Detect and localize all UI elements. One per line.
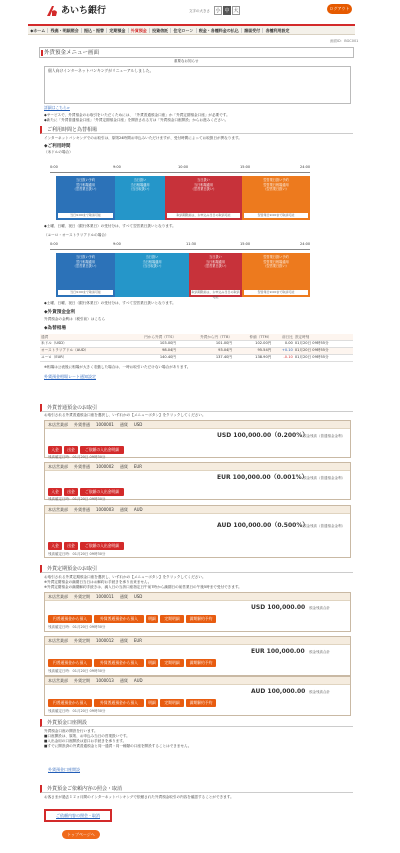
currency: EUR [133,638,143,643]
block-l2: 翌日相場適用 [75,259,96,264]
inquiry-section-title: 外貨預金ご依頼内容の照会・取消 [40,785,353,793]
cell: 0.00 [272,340,293,347]
col-currency: 通貨 [40,334,121,340]
account-number: 1000013 [96,678,114,683]
block-l3: （翌営業日扱い） [263,187,289,191]
nav-time-deposit[interactable]: 定期預金 [107,28,128,33]
balance-label: 預金残高合計 [309,650,330,654]
notice-heading: 重要なお知らせ [174,59,199,63]
fx-rate-note: ※相場は公表後に相場が大きく変動した場合は、一時お取引いただけない場合があります。 [44,365,191,369]
block-same-day-next [165,176,242,220]
block-same-day [115,253,189,297]
open-line-1: 外貨預金口座の開設を行います。 [44,729,98,733]
nav-home[interactable] [28,28,48,33]
nav-housing-loan[interactable]: 住宅ローン [171,28,196,33]
hours-desc: インターネットバンキングでのお取引は、原則24時間お申込みいただけますが、受付時間によってお取扱日が異なります。 [44,136,242,140]
block-note: 当日9:00まで取消可能 [58,213,113,218]
block-l1: 翌営業日扱い予約 [263,255,289,259]
currency-label: 通貨 [119,464,128,469]
time-label: 15:00 [240,242,251,246]
currency-label: 通貨 [119,594,128,599]
table-row [40,347,353,354]
account-number: 1000012 [96,638,114,643]
font-size-label: 文字の大きさ [189,9,210,13]
intro-line-2: ◆新たに「外貨普通預金口座」「外貨定期預金口座」を開設される方は「外貨預金口座開設」からお進みください。 [44,118,229,122]
open-account-link[interactable]: 外貨預金口座開設 [48,767,80,772]
time-label: 15:00 [240,165,251,169]
timedep-account-card [44,636,351,676]
font-size-medium-button[interactable]: 中 [224,8,230,14]
block-same-day-next [189,253,242,297]
col-ttb: 外貨から円（TTB） [177,334,233,340]
block-l2: 翌営業日相場適用 [263,182,289,187]
table-row [40,354,353,361]
nav-transfer[interactable]: 振込・振替 [82,28,107,33]
fx-savings-deposit-button[interactable]: 外貨普通預金から預入 [94,659,144,667]
timedep-desc-1: お取引される外貨定期預金口座を選択し、いずれかの【メニューボタン】をクリックしてください。 [44,575,206,579]
currency-label: 通貨 [119,422,128,427]
nav-foreign-deposit[interactable]: 外貨預金 [129,28,150,33]
interest-note [44,317,105,321]
balance-date: 残高確定日時：01月20日 09時30分 [48,455,106,459]
account-type: 外貨普通 [74,507,90,512]
block-l3: （当日取扱い） [128,187,152,191]
transaction-history-button[interactable]: ご依頼の入出金明細 [80,446,124,454]
account-type: 外貨定期 [74,594,90,599]
branch: 本店営業部 [48,422,68,427]
balance-date: 残高確定日時：01月20日 09時30分 [48,709,106,713]
deposit-button[interactable]: 入金 [48,488,62,496]
cell: 95.54円 [233,347,272,354]
nav-tax-payment[interactable]: 税金・各種料金の払込 [197,28,242,33]
account-type: 外貨定期 [74,678,90,683]
block-l2: 当日相場適用 [205,259,226,264]
hours-weekend-note: ◆土曜、日曜、祝日（銀行休業日）の受付分は、すべて翌営業日扱いとなります。 [44,301,176,305]
withdraw-button[interactable]: 出金 [64,488,78,496]
withdraw-button[interactable]: 出金 [64,542,78,550]
block-l3: （翌営業日扱い） [202,264,229,268]
currency: EUR [133,464,143,469]
block-l2: 当日相場適用 [130,182,150,187]
inquiry-cancel-link[interactable]: ご依頼内容の照会・取消 [44,809,112,822]
cell: 102.00円 [233,340,272,347]
deposit-button[interactable]: 入金 [48,542,62,550]
block-l1: 当日扱い [209,255,222,259]
block-note: 翌営業日9:00まで取消可能 [244,213,308,218]
nav-home-label: ホーム [33,27,46,33]
logout-button[interactable]: ログアウト [327,4,352,14]
cell: 01月20日 09時55分 [294,354,353,361]
balance-amount: EUR 100,000.00（0.001%） [217,474,308,481]
currency: AUD [133,507,143,512]
block-l1: 当日扱い [197,178,210,182]
block-reserve [56,253,115,297]
withdraw-button[interactable]: 出金 [64,446,78,454]
account-info-row [45,506,350,514]
cell: 101.00円 [177,340,233,347]
maturity-cancel-button[interactable]: 満期解約予約 [186,699,216,707]
currency: USD [133,422,143,427]
block-next-day [242,176,310,220]
home-icon: ◆ [30,27,34,33]
cell: 140.40円 [121,354,177,361]
savings-desc: お取引される外貨普通預金口座を選択し、いずれかの【メニューボタン】をクリックしてください。 [44,413,206,417]
block-same-day [115,176,165,220]
block-note: 取消期限前は、お申込み当日の取消可能 [167,213,240,218]
block-l3: （翌営業日扱い） [190,187,217,191]
branch: 本店営業部 [48,464,68,469]
block-l1: 当日扱い [133,178,147,182]
hours-group-eur-aud: （ユーロ・オーストラリアドルの場合） [44,233,109,237]
timedep-account-card [44,676,351,716]
maturity-cancel-button[interactable]: 満期解約予約 [186,615,216,623]
table-row [40,340,353,347]
block-note: 当日9:00まで取消可能 [58,290,113,295]
fx-savings-deposit-button[interactable]: 外貨普通預金から預入 [94,615,144,623]
cell: 98.04円 [121,347,177,354]
account-number: 1000001 [96,422,114,427]
col-time: 設定時刻 [294,334,353,340]
block-l2: 当日相場適用 [193,182,214,187]
timedep-desc-2: ※外貨定期預金の満期日当日はお解約お手続きを承り出来ません。 [44,580,152,584]
branch: 本店営業部 [48,594,68,599]
col-tts: 円から外貨（TTS） [121,334,177,340]
notice-body: 個人向けインターネットバンキングがリニューアルしました。 [48,68,154,73]
account-number: 1000002 [96,464,114,469]
block-l1: 当日扱い予約 [75,178,96,182]
account-number: 1000003 [96,507,114,512]
header [0,0,400,23]
account-info-row [45,421,350,429]
bank-name[interactable]: あいち銀行 [61,6,107,16]
balance-amount: EUR 100,000.00 [251,648,305,655]
currency: AUD [133,678,143,683]
cell: -0.10 [272,354,293,361]
hours-sub-title: ◆ご利用時間 [44,144,71,149]
col-ttm: 仲値（TTM） [233,334,272,340]
balance-date: 残高確定日時：01月20日 09時30分 [48,552,106,556]
nav-settings[interactable]: 各種利用設定 [265,27,290,33]
account-info-row [45,463,350,471]
rate-alert-setting-link[interactable]: 外貨預金相場レート通知設定 [44,374,96,379]
balance-amount: USD 100,000.00（0.200%） [217,432,309,439]
balance-date: 残高確定日時：01月20日 09時30分 [48,497,106,501]
cell: 93.04円 [177,347,233,354]
account-info-row [45,677,350,685]
cell: 01月20日 09時55分 [294,347,353,354]
time-label: 24:00 [300,242,311,246]
block-l3: （翌営業日扱い） [72,187,99,191]
fx-rate-title: ◆為替相場 [44,326,66,331]
maturity-cancel-button[interactable]: 満期解約予約 [186,659,216,667]
balance-label: 預金残高（普通預金金利） [303,476,345,480]
timedep-section-title: 外貨定期預金のお取引 [40,565,353,573]
fx-rate-table [40,334,353,362]
balance-label: 預金残高（普通預金金利） [303,524,345,528]
block-l3: （翌営業日扱い） [72,264,99,268]
transaction-history-button[interactable]: ご依頼の入出金明細 [80,542,124,550]
balance-label: 預金残高合計 [309,606,330,610]
hours-section-title: ご利用時間と為替相場 [40,126,353,134]
timeline-axis [50,172,310,173]
account-type: 外貨定期 [74,638,90,643]
col-change: 前日比 [272,334,293,340]
detail-button[interactable]: 明細 [146,615,158,623]
balance-amount: USD 100,000.00 [251,604,306,611]
block-next-day [242,253,310,297]
currency-label: 通貨 [119,678,128,683]
notice-detail-link[interactable]: 詳細はこちら> [44,105,70,110]
yen-savings-deposit-button[interactable]: 円普通預金から預入 [48,659,92,667]
block-l2: 当日相場適用 [142,259,162,264]
time-label: 9:00 [113,165,121,169]
block-l2: 翌日相場適用 [75,182,96,187]
balance-date: 残高確定日時：01月20日 09時30分 [48,625,106,629]
cell: 01月20日 09時55分 [294,340,353,347]
time-detail-button[interactable]: 定期明細 [160,615,184,623]
block-l3: （翌営業日扱い） [263,264,289,268]
inquiry-desc: お客さまが過去１２ヵ月間のインターネットバンキングで依頼された外貨預金取引の内容を確認することができます。 [44,795,234,799]
font-size-small-button[interactable]: 小 [215,8,221,14]
timedep-desc-3: ※外貨定期預金の満期解約手続きは、満入日の当該口座指定日午前7時から満期日の前営業日の午後5時まで受付できます。 [44,585,242,589]
open-section-title: 外貨預金口座開設 [40,719,353,727]
savings-section-title: 外貨普通預金のお取引 [40,404,353,412]
screen-id: 画面ID：BGC001 [330,39,359,43]
account-info-row [45,593,350,601]
timeline-axis [50,249,310,250]
time-label: 0:00 [50,242,58,246]
time-label: 11:30 [186,242,197,246]
branch: 本店営業部 [48,507,68,512]
open-line-4: ■すでに開設済の外貨普通預金と同一通貨・同一種類の口座を開設することはできません。 [44,744,192,748]
block-l1: 翌営業日扱い予約 [263,178,289,182]
account-info-row [45,637,350,645]
global-nav [28,24,355,35]
account-type: 外貨普通 [74,422,90,427]
notice-box [44,66,351,104]
time-label: 9:00 [113,242,121,246]
balance-date: 残高確定日時：01月20日 09時30分 [48,669,106,673]
hours-group-usd: （米ドルの場合） [44,150,73,154]
interest-note-text: 外貨預金の金利は（税引前）はこちら [44,317,106,321]
cell: ユーロ（EUR） [40,354,121,361]
bank-logo-icon [46,5,58,17]
currency-label: 通貨 [119,507,128,512]
page-title: 外貨預金メニュー画面 [39,47,354,58]
fx-savings-deposit-button[interactable]: 外貨普通預金から預入 [94,699,144,707]
account-type: 外貨普通 [74,464,90,469]
time-label: 10:00 [178,165,189,169]
cell: オーストラリアドル（AUD） [40,347,121,354]
yen-savings-deposit-button[interactable]: 円普通預金から預入 [48,699,92,707]
time-detail-button[interactable]: 定期明細 [160,699,184,707]
time-label: 0:00 [50,165,58,169]
branch: 本店営業部 [48,678,68,683]
yen-savings-deposit-button[interactable]: 円普通預金から預入 [48,615,92,623]
intro-line-1: ◆サービスで、外貨預金のお取引をいただくためには、「外貨普通預金口座」か「外貨定期預金口座」が必要です。 [44,113,230,117]
account-number: 1000011 [96,594,114,599]
open-line-2: ■口座開設は、原則、お申込み当日の営業扱いです。 [44,734,130,738]
hours-weekend-note: ◆土曜、日曜、祝日（銀行休業日）の受付分は、すべて翌営業日扱いとなります。 [44,224,176,228]
cell: 137.40円 [177,354,233,361]
detail-button[interactable]: 明細 [146,659,158,667]
time-label: 24:00 [300,165,311,169]
currency: USD [133,594,143,599]
nav-balance[interactable]: 残高・明細照会 [48,28,81,33]
balance-label: 預金残高合計 [309,690,330,694]
savings-account-card [44,420,351,458]
open-line-3: ■入出金用の口座開設は窓口お手続きを承ります。 [44,739,127,743]
branch: 本店営業部 [48,638,68,643]
block-note: 翌営業日9:00まで取消可能 [244,290,308,295]
currency-label: 通貨 [119,638,128,643]
block-l3: （当日取扱い） [140,264,164,268]
cell: 米ドル（USD） [40,340,121,347]
block-l1: 当日扱い予約 [75,255,96,259]
nav-investment[interactable]: 投資信託 [150,28,171,33]
font-size-large-button[interactable]: 大 [233,8,239,14]
interest-sub-title: ◆外貨預金金利 [44,310,76,315]
cell: 103.00円 [121,340,177,347]
cell: +0.10 [272,347,293,354]
deposit-button[interactable]: 入金 [48,446,62,454]
balance-label: 預金残高（普通預金金利） [303,434,345,438]
nav-notifications[interactable]: 諸届受付 [242,28,263,33]
savings-account-card [44,505,351,558]
balance-amount: AUD 100,000.00（0.500%） [217,522,309,529]
transaction-history-button[interactable]: ご依頼の入出金明細 [80,488,124,496]
savings-account-card [44,462,351,500]
time-detail-button[interactable]: 定期明細 [160,659,184,667]
block-reserve [56,176,115,220]
balance-amount: AUD 100,000.00 [251,688,306,695]
detail-button[interactable]: 明細 [146,699,158,707]
block-l1: 当日扱い [145,255,159,259]
block-l2: 翌営業日相場適用 [263,259,289,264]
cell: 138.90円 [233,354,272,361]
top-page-button[interactable]: トップページへ [62,830,100,839]
timedep-account-card [44,592,351,632]
block-note: 取消期限前は、お申込み当日の取消可能 [191,290,240,299]
